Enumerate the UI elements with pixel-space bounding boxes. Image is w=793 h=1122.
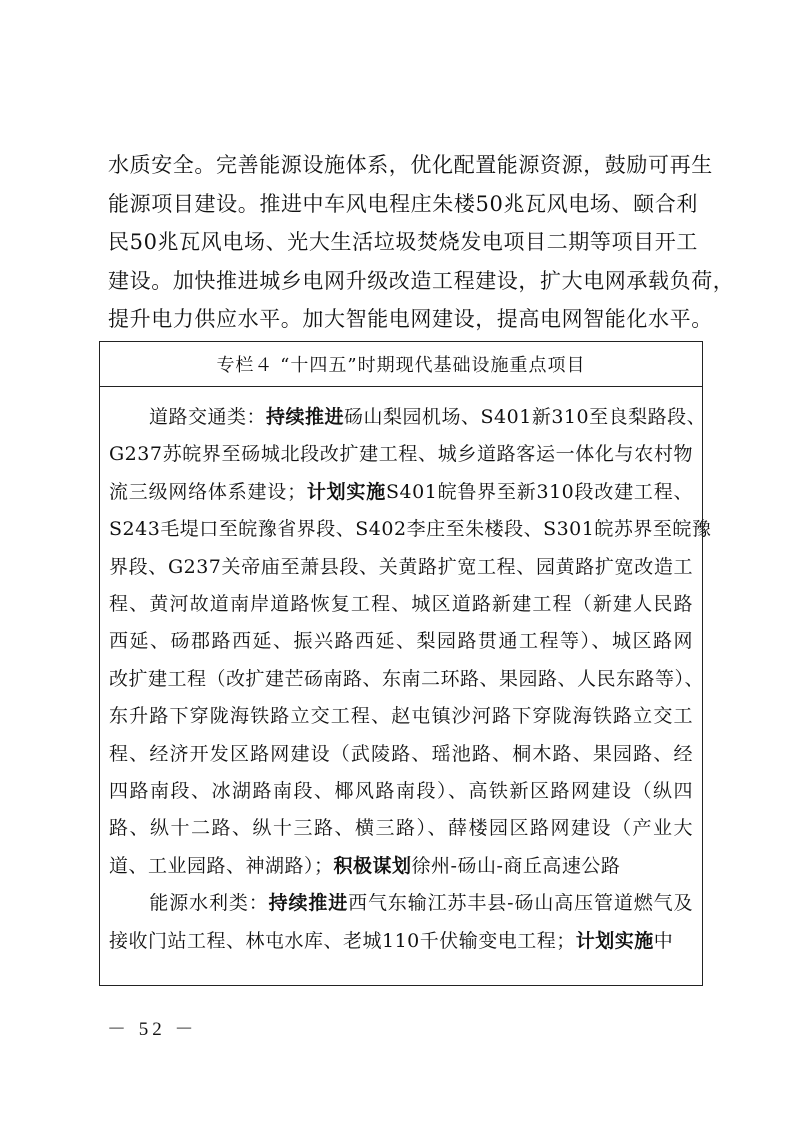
- line-text: 改扩建工程（改扩建芒砀南路、东南二环路、果园路、人民东路等）、: [109, 667, 705, 690]
- line-text: 路、纵十二路、纵十三路、横三路）、薛楼园区路网建设（产业大: [109, 817, 693, 840]
- emphasis-text: 计划实施: [306, 480, 387, 503]
- line-text: 程、黄河故道南岸道路恢复工程、城区道路新建工程（新建人民路: [109, 593, 693, 616]
- line-text: 道、工业园路、神湖路）；: [109, 854, 334, 877]
- emphasis-text: 持续推进: [266, 406, 345, 428]
- transport-line: [109, 549, 693, 586]
- line-text: 东升路下穿陇海铁路立交工程、赵屯镇沙河路下穿陇海铁路立交工: [109, 705, 693, 728]
- intro-paragraph: [108, 146, 735, 339]
- column-content: [100, 387, 712, 960]
- line-text: 界段、G237关帝庙至萧县段、关黄路扩宽工程、园黄路扩宽改造工: [109, 555, 693, 578]
- energy-line: [109, 923, 693, 960]
- line-text: 西气东输江苏丰县-砀山高压管道燃气及: [348, 892, 693, 915]
- transport-line: [109, 436, 693, 473]
- intro-line: 水质安全。完善能源设施体系，优化配置能源资源，鼓励可再生: [108, 153, 713, 177]
- emphasis-text: 持续推进: [268, 892, 349, 915]
- transport-line: [109, 474, 693, 511]
- line-text: 砀山梨园机场、S401新310至良梨路段、: [344, 406, 707, 428]
- line-text: 道路交通类：: [149, 406, 267, 428]
- energy-line: [109, 885, 693, 922]
- transport-line: [109, 773, 693, 810]
- transport-line: [109, 399, 707, 436]
- line-text: 中: [653, 929, 674, 952]
- transport-line: [109, 661, 705, 698]
- line-text: 接收门站工程、林屯水库、老城110千伏输变电工程；: [109, 929, 576, 952]
- transport-line: [109, 810, 693, 847]
- line-text: S243毛堤口至皖豫省界段、S402李庄至朱楼段、S301皖苏界至皖豫: [109, 518, 712, 541]
- page-number: － 52 －: [107, 1019, 198, 1040]
- emphasis-text: 计划实施: [575, 929, 654, 952]
- line-text: G237苏皖界至砀城北段改扩建工程、城乡道路客运一体化与农村物: [109, 443, 693, 466]
- project-column-box: [99, 341, 712, 986]
- line-text: S401皖鲁界至新310段改建工程、: [386, 480, 693, 503]
- intro-line: 建设。加快推进城乡电网升级改造工程建设，扩大电网承载负荷，: [108, 268, 735, 293]
- line-text: 程、经济开发区路网建设（武陵路、瑶池路、桐木路、果园路、经: [109, 742, 693, 765]
- column-title: 专栏４ “十四五”时期现代基础设施重点项目: [100, 342, 702, 387]
- transport-line: [109, 511, 712, 548]
- intro-line: 民50兆瓦风电场、光大生活垃圾焚烧发电项目二期等项目开工: [108, 230, 698, 255]
- emphasis-text: 积极谋划: [333, 854, 412, 877]
- transport-line: [109, 848, 693, 885]
- line-text: 流三级网络体系建设；: [109, 480, 307, 503]
- intro-line: 能源项目建设。推进中车风电程庄朱楼50兆瓦风电场、颐合利: [108, 191, 698, 216]
- intro-line: 提升电力供应水平。加大智能电网建设，提高电网智能化水平。: [108, 307, 713, 332]
- line-text: 徐州-砀山-商丘高速公路: [411, 854, 621, 877]
- line-text: 能源水利类：: [149, 892, 269, 915]
- line-text: 四路南段、冰湖路南段、椰风路南段）、高铁新区路网建设（纵四: [109, 780, 693, 803]
- transport-line: [109, 698, 693, 735]
- line-text: 西延、砀郡路西延、振兴路西延、梨园路贯通工程等）、城区路网: [109, 630, 693, 653]
- transport-paragraph: [109, 399, 712, 885]
- transport-line: [109, 736, 693, 773]
- transport-line: [109, 586, 693, 623]
- transport-line: [109, 623, 693, 660]
- energy-paragraph: [109, 885, 693, 960]
